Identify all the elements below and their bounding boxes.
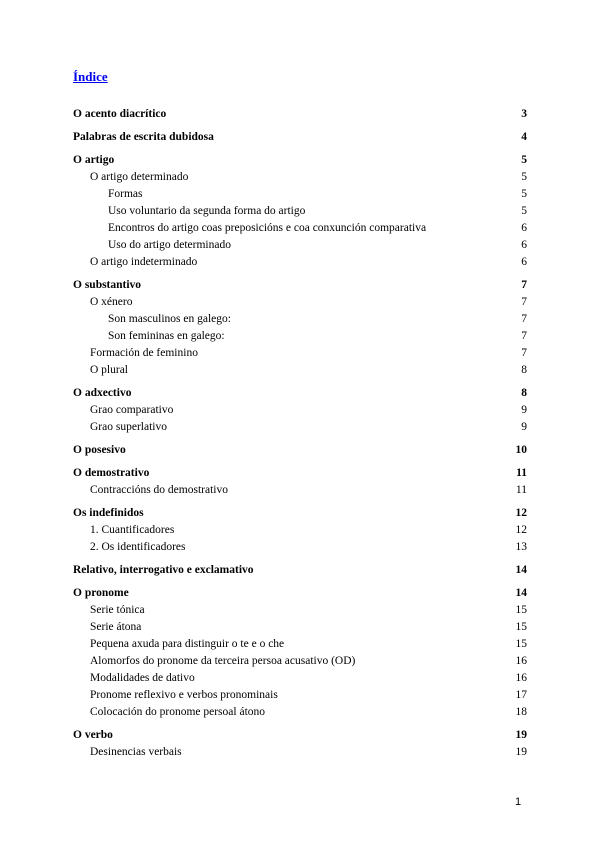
toc-section-entry[interactable] [73,727,527,744]
toc-section-entry[interactable] [73,152,527,169]
toc-entry-page: 8 [521,387,527,399]
toc-entry-page: 5 [521,171,527,183]
toc-entry-page: 19 [515,746,527,758]
toc-entry[interactable] [73,311,527,328]
toc-entry-label: O plural [90,364,129,376]
toc-entry-label: Son masculinos en galego: [108,313,231,325]
toc-section-entry[interactable] [73,106,527,123]
toc-entry-label: Encontros do artigo coas preposicións e coa conxunción comparativa [108,222,427,234]
toc-entry-label: Pequena axuda para distinguir o te e o che [90,638,285,650]
toc-entry[interactable] [73,670,527,687]
toc-entry-page: 12 [515,507,527,519]
table-of-contents [73,106,527,761]
toc-entry-page: 12 [515,524,527,536]
toc-entry-label: Colocación do pronome persoal átono [90,706,266,718]
toc-entry-page: 15 [515,638,527,650]
toc-entry-label: Uso voluntario da segunda forma do artigo [108,205,306,217]
toc-entry[interactable] [73,653,527,670]
toc-section-entry[interactable] [73,129,527,146]
toc-entry-page: 9 [521,404,527,416]
toc-entry[interactable] [73,539,527,556]
toc-section-entry[interactable] [73,385,527,402]
toc-entry-page: 14 [515,587,527,599]
toc-entry[interactable] [73,203,527,220]
toc-entry-page: 17 [515,689,527,701]
toc-entry-label: Os indefinidos [73,507,144,519]
toc-entry-label: Formas [108,188,143,200]
toc-entry-page: 3 [521,108,527,120]
toc-entry-label: O demostrativo [73,467,150,479]
toc-entry-label: 1. Cuantificadores [90,524,175,536]
toc-entry-label: O acento diacrítico [73,108,167,120]
toc-entry[interactable] [73,328,527,345]
toc-entry-page: 8 [521,364,527,376]
toc-entry[interactable] [73,687,527,704]
toc-entry-page: 7 [521,313,527,325]
toc-section-entry[interactable] [73,465,527,482]
toc-entry-label: Grao superlativo [90,421,167,433]
toc-entry-label: O substantivo [73,279,142,291]
toc-entry-page: 5 [521,205,527,217]
toc-entry-page: 18 [515,706,527,718]
toc-entry-page: 13 [515,541,527,553]
toc-entry-label: O verbo [73,729,113,741]
toc-entry-page: 16 [515,672,527,684]
toc-entry-label: Contraccións do demostrativo [90,484,228,496]
toc-entry-label: O artigo determinado [90,171,189,183]
toc-entry-label: 2. Os identificadores [90,541,186,553]
toc-entry[interactable] [73,619,527,636]
toc-entry[interactable] [73,345,527,362]
toc-entry-label: Palabras de escrita dubidosa [73,131,214,143]
toc-entry-label: Son femininas en galego: [108,330,225,342]
toc-entry-label: Uso do artigo determinado [108,239,231,251]
toc-section-entry[interactable] [73,442,527,459]
toc-entry-page: 10 [515,444,527,456]
toc-entry[interactable] [73,186,527,203]
toc-entry[interactable] [73,704,527,721]
toc-entry[interactable] [73,482,527,499]
toc-entry-label: Alomorfos do pronome da terceira persoa acusativo (OD) [90,655,356,667]
toc-entry-label: Serie átona [90,621,142,633]
toc-entry-page: 7 [521,347,527,359]
toc-entry[interactable] [73,636,527,653]
toc-entry-page: 14 [515,564,527,576]
toc-entry-label: O xénero [90,296,133,308]
toc-title-link[interactable]: Índice [73,69,108,84]
toc-entry-page: 7 [521,330,527,342]
toc-entry[interactable] [73,744,527,761]
toc-entry-page: 11 [515,484,527,496]
toc-entry-label: O artigo [73,154,115,166]
toc-entry-page: 6 [521,239,527,251]
toc-entry[interactable] [73,402,527,419]
toc-entry-page: 16 [515,655,527,667]
toc-entry-page: 15 [515,621,527,633]
toc-entry-page: 6 [521,222,527,234]
toc-entry-label: O posesivo [73,444,126,456]
toc-entry-page: 5 [521,154,527,166]
toc-entry-label: Modalidades de dativo [90,672,195,684]
toc-entry-page: 19 [515,729,527,741]
toc-section-entry[interactable] [73,562,527,579]
toc-entry-page: 4 [521,131,527,143]
toc-entry-label: Pronome reflexivo e verbos pronominais [90,689,278,701]
toc-entry-page: 15 [515,604,527,616]
toc-entry[interactable] [73,220,527,237]
toc-entry-label: O artigo indeterminado [90,256,198,268]
toc-entry[interactable] [73,522,527,539]
toc-entry[interactable] [73,237,527,254]
toc-entry[interactable] [73,419,527,436]
toc-section-entry[interactable] [73,277,527,294]
toc-entry-page: 7 [521,279,527,291]
toc-entry-label: Grao comparativo [90,404,174,416]
toc-entry[interactable] [73,169,527,186]
toc-entry-label: Formación de feminino [90,347,198,359]
toc-entry-label: O pronome [73,587,129,599]
page-number: 1 [515,796,522,808]
toc-entry-page: 5 [521,188,527,200]
toc-entry-label: Serie tónica [90,604,145,616]
toc-entry-page: 6 [521,256,527,268]
toc-entry[interactable] [73,602,527,619]
toc-entry[interactable] [73,294,527,311]
toc-entry-label: O adxectivo [73,387,132,399]
toc-section-entry[interactable] [73,585,527,602]
toc-entry[interactable] [73,362,527,379]
toc-section-entry[interactable] [73,505,527,522]
toc-entry-label: Desinencias verbais [90,746,182,758]
toc-entry-page: 7 [521,296,527,308]
toc-entry[interactable] [73,254,527,271]
toc-entry-page: 11 [516,467,527,479]
toc-entry-label: Relativo, interrogativo e exclamativo [73,564,254,576]
toc-entry-page: 9 [521,421,527,433]
